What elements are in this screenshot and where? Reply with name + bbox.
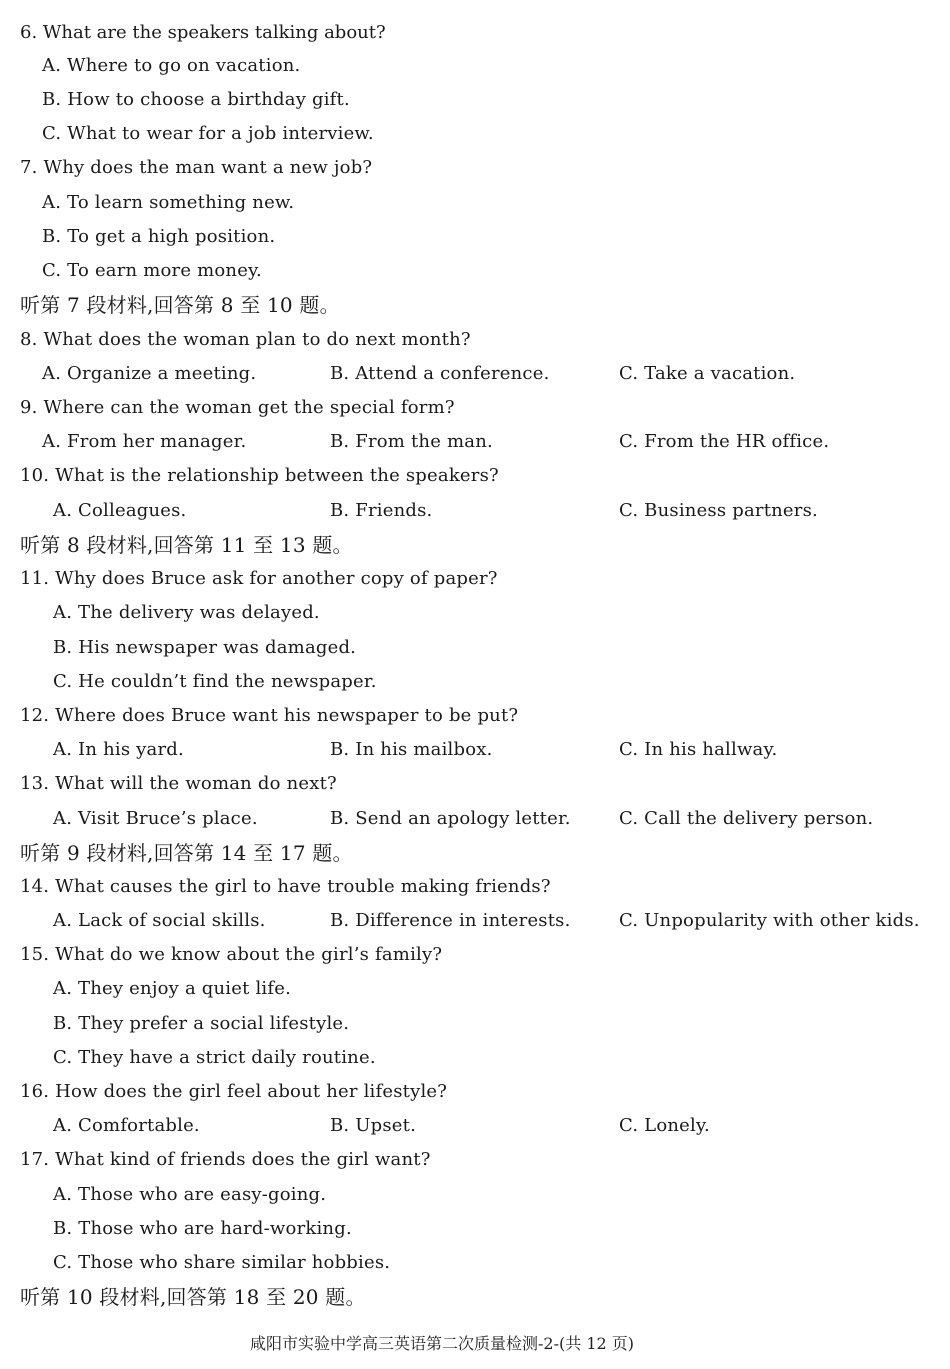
answer-option: B. Upset.: [330, 1115, 417, 1136]
page-footer: 咸阳市实验中学高三英语第二次质量检测-2-(共 12 页): [250, 1334, 635, 1353]
answer-option: C. Those who share similar hobbies.: [53, 1252, 391, 1273]
option-row: [0, 494, 950, 528]
option-row: [0, 425, 950, 459]
answer-option: C. To earn more money.: [42, 260, 262, 281]
answer-option: B. To get a high position.: [42, 226, 276, 247]
question-text: 13. What will the woman do next?: [20, 773, 337, 794]
option-row: [0, 904, 950, 938]
section-instruction: 听第 8 段材料,回答第 11 至 13 题。: [20, 533, 353, 557]
answer-option: A. Comfortable.: [53, 1115, 200, 1136]
answer-option: C. They have a strict daily routine.: [53, 1047, 376, 1068]
section-instruction: 听第 7 段材料,回答第 8 至 10 题。: [20, 293, 340, 317]
section-instruction: 听第 10 段材料,回答第 18 至 20 题。: [20, 1285, 366, 1309]
answer-option: A. Where to go on vacation.: [42, 55, 301, 76]
answer-option: C. He couldn’t find the newspaper.: [53, 671, 377, 692]
question-text: 14. What causes the girl to have trouble making friends?: [20, 876, 551, 897]
question-text: 9. Where can the woman get the special form?: [20, 397, 455, 418]
answer-option: B. Send an apology letter.: [330, 808, 571, 829]
answer-option: B. Friends.: [330, 500, 433, 521]
answer-option: B. From the man.: [330, 431, 493, 452]
answer-option: B. In his mailbox.: [330, 739, 493, 760]
question-text: 17. What kind of friends does the girl want?: [20, 1149, 431, 1170]
answer-option: C. Take a vacation.: [619, 363, 796, 384]
question-text: 11. Why does Bruce ask for another copy of paper?: [20, 568, 498, 589]
answer-option: C. Call the delivery person.: [619, 808, 874, 829]
answer-option: A. From her manager.: [42, 431, 247, 452]
answer-option: B. Difference in interests.: [330, 910, 571, 931]
answer-option: A. In his yard.: [53, 739, 184, 760]
answer-option: A. Colleagues.: [53, 500, 187, 521]
answer-option: C. In his hallway.: [619, 739, 778, 760]
question-text: 12. Where does Bruce want his newspaper to be put?: [20, 705, 519, 726]
question-text: 8. What does the woman plan to do next month?: [20, 329, 471, 350]
answer-option: C. Lonely.: [619, 1115, 710, 1136]
answer-option: A. Organize a meeting.: [42, 363, 257, 384]
answer-option: A. To learn something new.: [42, 192, 295, 213]
question-text: 10. What is the relationship between the speakers?: [20, 465, 499, 486]
answer-option: B. His newspaper was damaged.: [53, 637, 357, 658]
option-row: [0, 733, 950, 767]
question-text: 7. Why does the man want a new job?: [20, 157, 373, 178]
answer-option: B. They prefer a social lifestyle.: [53, 1013, 350, 1034]
section-instruction: 听第 9 段材料,回答第 14 至 17 题。: [20, 841, 353, 865]
question-text: 16. How does the girl feel about her lifestyle?: [20, 1081, 448, 1102]
answer-option: B. How to choose a birthday gift.: [42, 89, 350, 110]
answer-option: A. Lack of social skills.: [53, 910, 266, 931]
question-text: 6. What are the speakers talking about?: [20, 22, 386, 43]
option-row: [0, 1109, 950, 1143]
answer-option: C. From the HR office.: [619, 431, 830, 452]
answer-option: A. Those who are easy-going.: [53, 1184, 327, 1205]
answer-option: C. Business partners.: [619, 500, 818, 521]
answer-option: C. What to wear for a job interview.: [42, 123, 374, 144]
option-row: [0, 357, 950, 391]
question-text: 15. What do we know about the girl’s family?: [20, 944, 443, 965]
answer-option: C. Unpopularity with other kids.: [619, 910, 920, 931]
answer-option: A. They enjoy a quiet life.: [53, 978, 292, 999]
option-row: [0, 802, 950, 836]
answer-option: A. The delivery was delayed.: [53, 602, 320, 623]
answer-option: B. Those who are hard-working.: [53, 1218, 352, 1239]
answer-option: B. Attend a conference.: [330, 363, 550, 384]
answer-option: A. Visit Bruce’s place.: [53, 808, 258, 829]
